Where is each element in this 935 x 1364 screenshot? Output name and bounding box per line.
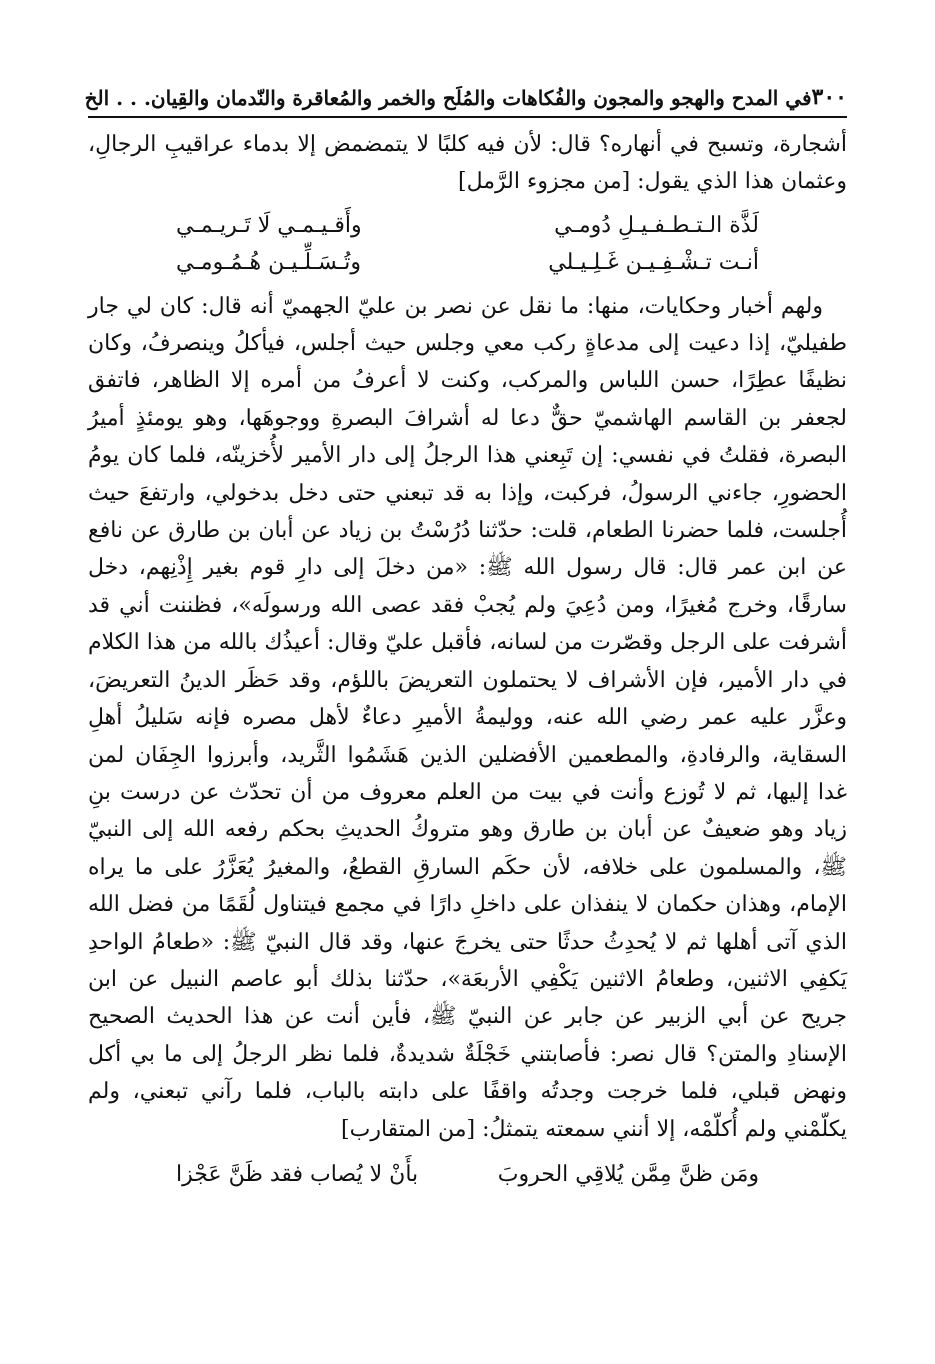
intro-paragraph: أشجارة، وتسبح في أنهاره؟ قال: لأن فيه كلبًا لا يتمضمض إلا بدماء عراقيبِ الرجالِ، وعثمان هذا الذي يقول: [من مجزوء الرَّمل] [88,132,847,195]
closing-verse-line [88,1156,847,1193]
running-title: في المدح والهجو والمجون والفُكاهات والمُلَح والخمر والمُعاقرة والنّدمان والقِيان. . . الخ [84,86,812,110]
verse-hemistich-right: لَذَّة الـتـطـفـيـلِ دُومـي [554,212,759,238]
verse-line [88,244,847,281]
page-header [84,78,847,118]
main-paragraph: ولهم أخبار وحكايات، منها: ما نقل عن نصر بن عليّ الجهميّ أنه قال: كان لي جار طفيليّ، إذا دعيت إلى مدعاةٍ ركب معي وجلس حيث أجلس، فيأكلُ وينصرفُ، وكان نظيفًا عطِرًا، حسن اللباس والمركب، وكنت لا أعرفُ من أمره إلا الظاهر، فاتفق لجعفر بن القاسم الهاشميّ حقٌّ دعا له أشرافَ البصرةِ ووجوهَها، وهو يومئذٍ أميرُ البصرة، فقلتُ في نفسي: إن تَبِعني هذا الرجلُ إلى دار الأمير لأُخزينّه، فلما كان يومُ الحضورِ، جاءني الرسولُ، فركبت، وإذا به قد تبعني حتى دخل بدخولي، وارتفعَ حيث أُجلست، فلما حضرنا الطعام، قلت: حدّثنا دُرُسْتُ بن زياد عن أبان بن طارق عن نافع عن ابن عمر قال: قال رسول الله ﷺ: «من دخلَ إلى دارِ قوم بغير إِذْنِهم، دخل سارقًا، وخرج مُغيرًا، ومن دُعِيَ ولم يُجبْ فقد عصى الله ورسولَه»، فظننت أني قد أشرفت على الرجل وقصّرت من لسانه، فأقبل عليّ وقال: أعيذُك بالله من هذا الكلام في دار الأمير، فإن الأشراف لا يحتملون التعريضَ باللؤم، وقد حَظَر الدينُ التعريضَ، وعزَّر عليه عمر رضي الله عنه، ووليمةُ الأميرِ دعاءٌ لأهل مصره فإنه سَليلُ أهلِ السقاية، والرفادةِ، والمطعمين الأفضلين الذين هَشَمُوا الثَّريد، وأبرزوا الجِفَان لمن غدا إليها، ثم لا تُوزع وأنت في بيت من العلم معروف من أن تحدّث عن درست بنِ زياد وهو ضعيفٌ عن أبان بن طارق وهو متروكُ الحديثِ بحكم رفعه الله إلى النبيّ ﷺ، والمسلمون على خلافه، لأن حكَم السارقِ القطعُ، والمغيرُ يُعَزَّرُ على ما يراه الإمام، وهذان حكمان لا ينفذان على داخلِ دارًا في مجمع فيتناول لُقَمًا من فضل الله الذي آتى أهلها ثم لا يُحدِثُ حدثًا حتى يخرجَ عنها، وقد قال النبيّ ﷺ: «طعامُ الواحدِ يَكفِي الاثنين، وطعامُ الاثنين يَكْفِي الأربعَة»، حدّثنا بذلك أبو عاصم النبيل عن ابن جريح عن أبي الزبير عن جابر عن النبيّ ﷺ، فأين أنت عن هذا الحديث الصحيح الإسنادِ والمتن؟ قال نصر: فأصابتني خَجْلَةٌ شديدةٌ، فلما نظر الرجلُ إلى ما بي أكل ونهض قبلي، فلما خرجت وجدتُه واقفًا على دابته بالباب، فلما رآني تبعني، ولم يكلّمْني ولم أُكلّمْه، إلا أنني سمعته يتمثلُ: [من المتقارب] [88,293,847,1142]
page-body [88,126,847,1193]
verse-hemistich-left: وأَقـيـمـي لَا تَـريـمـي [176,212,362,238]
verse-hemistich-left: وتُـسَـلِّـيـن هُـمُـومـي [176,250,361,276]
page-number: ٣٠٠ [811,84,847,110]
verse-block [88,207,847,282]
verse-hemistich-right: ومَن ظنَّ مِمَّن يُلاقِي الحروبَ [497,1161,759,1187]
verse-line [88,207,847,244]
verse-hemistich-right: أنـت تـشْـفِـيـن غَـلِـيـلي [548,250,759,276]
verse-hemistich-left: بأَنْ لا يُصاب فقد ظَنَّ عَجْزا [176,1161,419,1187]
